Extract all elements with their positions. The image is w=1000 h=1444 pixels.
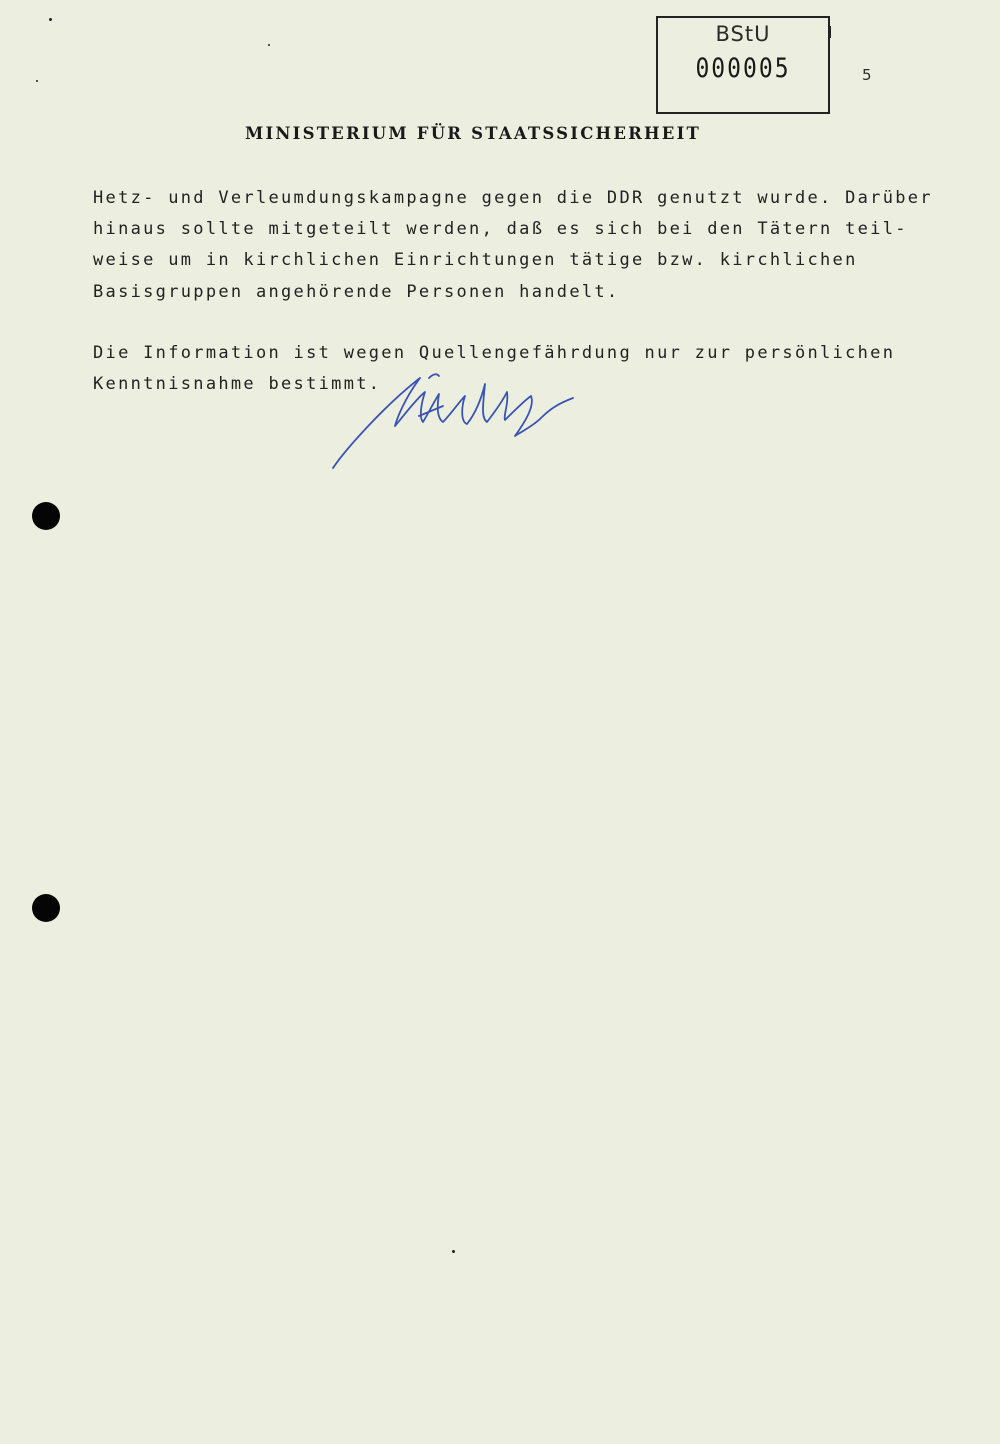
body-line: Hetz- und Verleumdungskampagne gegen die DDR genutzt wurde. Darüber xyxy=(93,188,933,208)
stamp-tick-mark xyxy=(829,26,831,38)
body-line: weise um in kirchlichen Einrichtungen tätige bzw. kirchlichen xyxy=(93,250,858,270)
scan-speck xyxy=(452,1250,455,1253)
letterhead: MINISTERIUM FÜR STAATSSICHERHEIT xyxy=(245,124,701,143)
handwritten-signature xyxy=(325,370,595,480)
body-line: hinaus sollte mitgeteilt werden, daß es sich bei den Tätern teil- xyxy=(93,219,908,239)
scan-speck xyxy=(36,80,38,82)
stamp-number: 000005 xyxy=(695,54,791,84)
body-line: Kenntnisnahme bestimmt. xyxy=(93,374,382,394)
archive-stamp xyxy=(656,16,830,114)
stamp-label: BStU xyxy=(715,22,771,46)
scan-speck xyxy=(268,44,270,46)
body-line: Die Information ist wegen Quellengefährdung nur zur persönlichen xyxy=(93,343,896,363)
page-number: 5 xyxy=(862,66,872,84)
body-line: Basisgruppen angehörende Personen handelt. xyxy=(93,282,620,302)
punch-hole-upper xyxy=(32,502,60,530)
punch-hole-lower xyxy=(32,894,60,922)
scan-speck xyxy=(49,18,52,21)
